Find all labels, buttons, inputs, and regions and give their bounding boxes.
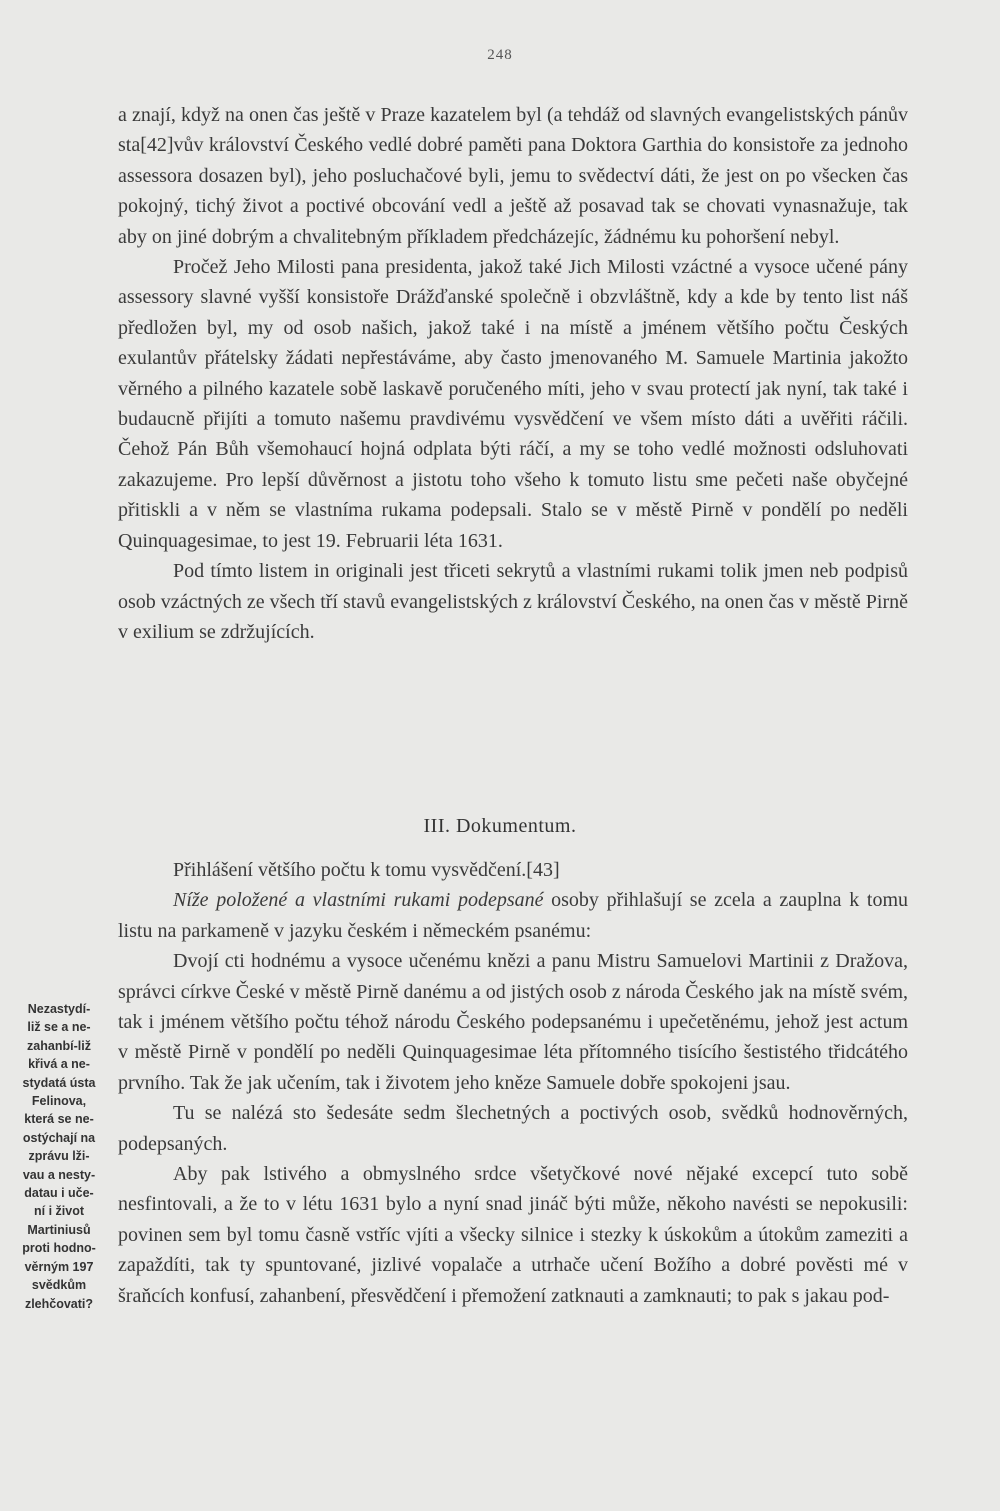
marginal-note-line: Martiniusů xyxy=(27,1222,91,1237)
italic-phrase: Níže položené a vlastními rukami podepsané xyxy=(173,889,544,912)
marginal-note-line: stydatá ústa xyxy=(22,1075,96,1090)
paragraph: a znají, když na onen čas ještě v Praze kazatelem byl (a tehdáž od slavných evangelistských pánův sta[42]vův království Českého vedlé dobré paměti pana Doktora Garthia do konsistoře za jednoho assessora dosazen byl), jeho posluchačové byli, jemu to svědectví dáti, že jest on po všecken čas pokojný, tichý život a poctivé obcování vedl a ještě až posavad tak se chovati vynasnažuje, tak aby on jiné dobrým a chvalitebným příkladem předcházejíc, žádnému ku pohoršení nebyl. xyxy=(118,104,908,248)
marginal-note-line: zahanbí-liž xyxy=(27,1038,91,1053)
marginal-note-line: datau i uče- xyxy=(24,1186,94,1201)
marginal-note-line: ostýchají na xyxy=(22,1130,96,1145)
paragraph: Pročež Jeho Milosti pana presidenta, jakož také Jich Milosti vzáctné a vysoce učené pány assessory slavné vyšší konsistoře Drážďanské společně i obzvláštně, kdy a kde by tento list náš předložen byl, my od osob našich, jakož také i na místě a jménem většího počtu Českých exulantův přátelsky žádati nepřestáváme, aby často jmenovaného M. Samuele Martinia jakožto věrného a pilného kazatele sobě laskavě poručeného míti, jeho v svau protectí jak nyní, tak také i budaucně přijíti a tomuto našemu pravdivému vysvědčení ve všem místo dáti a uvěřiti ráčili. Čehož Pán Bůh všemohaucí hojná odplata býti ráčí, a my se toho vedlé možnosti odsluhovati zakazujeme. Pro lepší důvěrnost a jistotu toho všeho k tomuto listu sme pečeti naše obyčejné přitiskli a v něm se vlastníma rukama podepsali. Stalo se v městě Pirně v pondělí po neděli Quinquagesimae, to jest 19. Februarii léta 1631. xyxy=(118,256,908,552)
paragraph: Tu se nalézá sto šedesáte sedm šlechetných a poctivých osob, svědků hodnověrných, podepsaných. xyxy=(118,1102,908,1155)
paragraph xyxy=(118,885,908,946)
paragraph-title: Přihlášení většího počtu k tomu vysvědčení.[43] xyxy=(173,859,560,881)
marginal-note-line: Nezastydí- xyxy=(27,1002,91,1016)
marginal-note-line: Felinova, xyxy=(31,1094,87,1109)
paragraph: Pod tímto listem in originali jest třiceti sekrytů a vlastními rukami tolik jmen neb podpisů osob vzáctných ze všech tří stavů evangelistských z království Českého, na onen čas v městě Pirně v exilium se zdržujících. xyxy=(118,560,908,643)
upper-text-block xyxy=(118,100,908,647)
lower-text-block xyxy=(118,855,908,1311)
section-heading: III. Dokumentum. xyxy=(423,815,577,837)
marginal-note-line: která se ne- xyxy=(24,1112,94,1127)
marginal-note-line: křivá a ne- xyxy=(28,1057,90,1072)
page-number: 248 xyxy=(487,47,513,63)
paragraph-text: osoby přihlašují se zcela a zauplna k tomu listu na parkameně v jazyku českém i německém psanému: xyxy=(118,889,908,942)
marginal-note-line: zprávu lži- xyxy=(28,1149,90,1164)
marginal-note xyxy=(10,1000,108,1313)
marginal-note-line: zlehčovati? xyxy=(24,1296,94,1311)
marginal-note-line: svědkům xyxy=(31,1278,87,1293)
marginal-note-line: liž se a ne- xyxy=(27,1020,91,1035)
marginal-note-line: vau a nesty- xyxy=(22,1167,96,1182)
marginal-note-line: proti hodno- xyxy=(22,1241,96,1256)
marginal-note-line: ní i život xyxy=(34,1204,84,1219)
paragraph: Dvojí cti hodnému a vysoce učenému knězi a panu Mistru Samuelovi Martinii z Dražova, správci církve České v městě Pirně danému a od jistých osob z národa Českého jak na místě svém, tak i jménem většího počtu téhož národu Českého podepsanému i upečetěnému, jehož jest actum v městě Pirně v pondělí po neděli Quinquagesimae léta přítomného tisícího šestistého třidcátého prvního. Tak že jak učením, tak i životem jeho kněze Samuele dobře spokojeni jsau. xyxy=(118,950,908,1094)
paragraph: Aby pak lstivého a obmyslného srdce všetyčkové nové nějaké excepcí tuto sobě nesfintovali, a že to v létu 1631 bylo a nyní snad jináč býti může, někoho navésti se nepokusili: povinen sem byl tomu časně vstříc vjíti a všecky silnice i stezky k úskokům a útokům zameziti a zapaždíti, tak ty spuntované, jizlivé vopalače a utrhače učení Božího a dobré pověsti mé v šraňcích konfusí, zahanbení, přesvědčení i přemožení zatknauti a zamknauti; to pak s jakau pod- xyxy=(118,1163,908,1307)
marginal-note-line: věrným 197 xyxy=(24,1259,94,1274)
